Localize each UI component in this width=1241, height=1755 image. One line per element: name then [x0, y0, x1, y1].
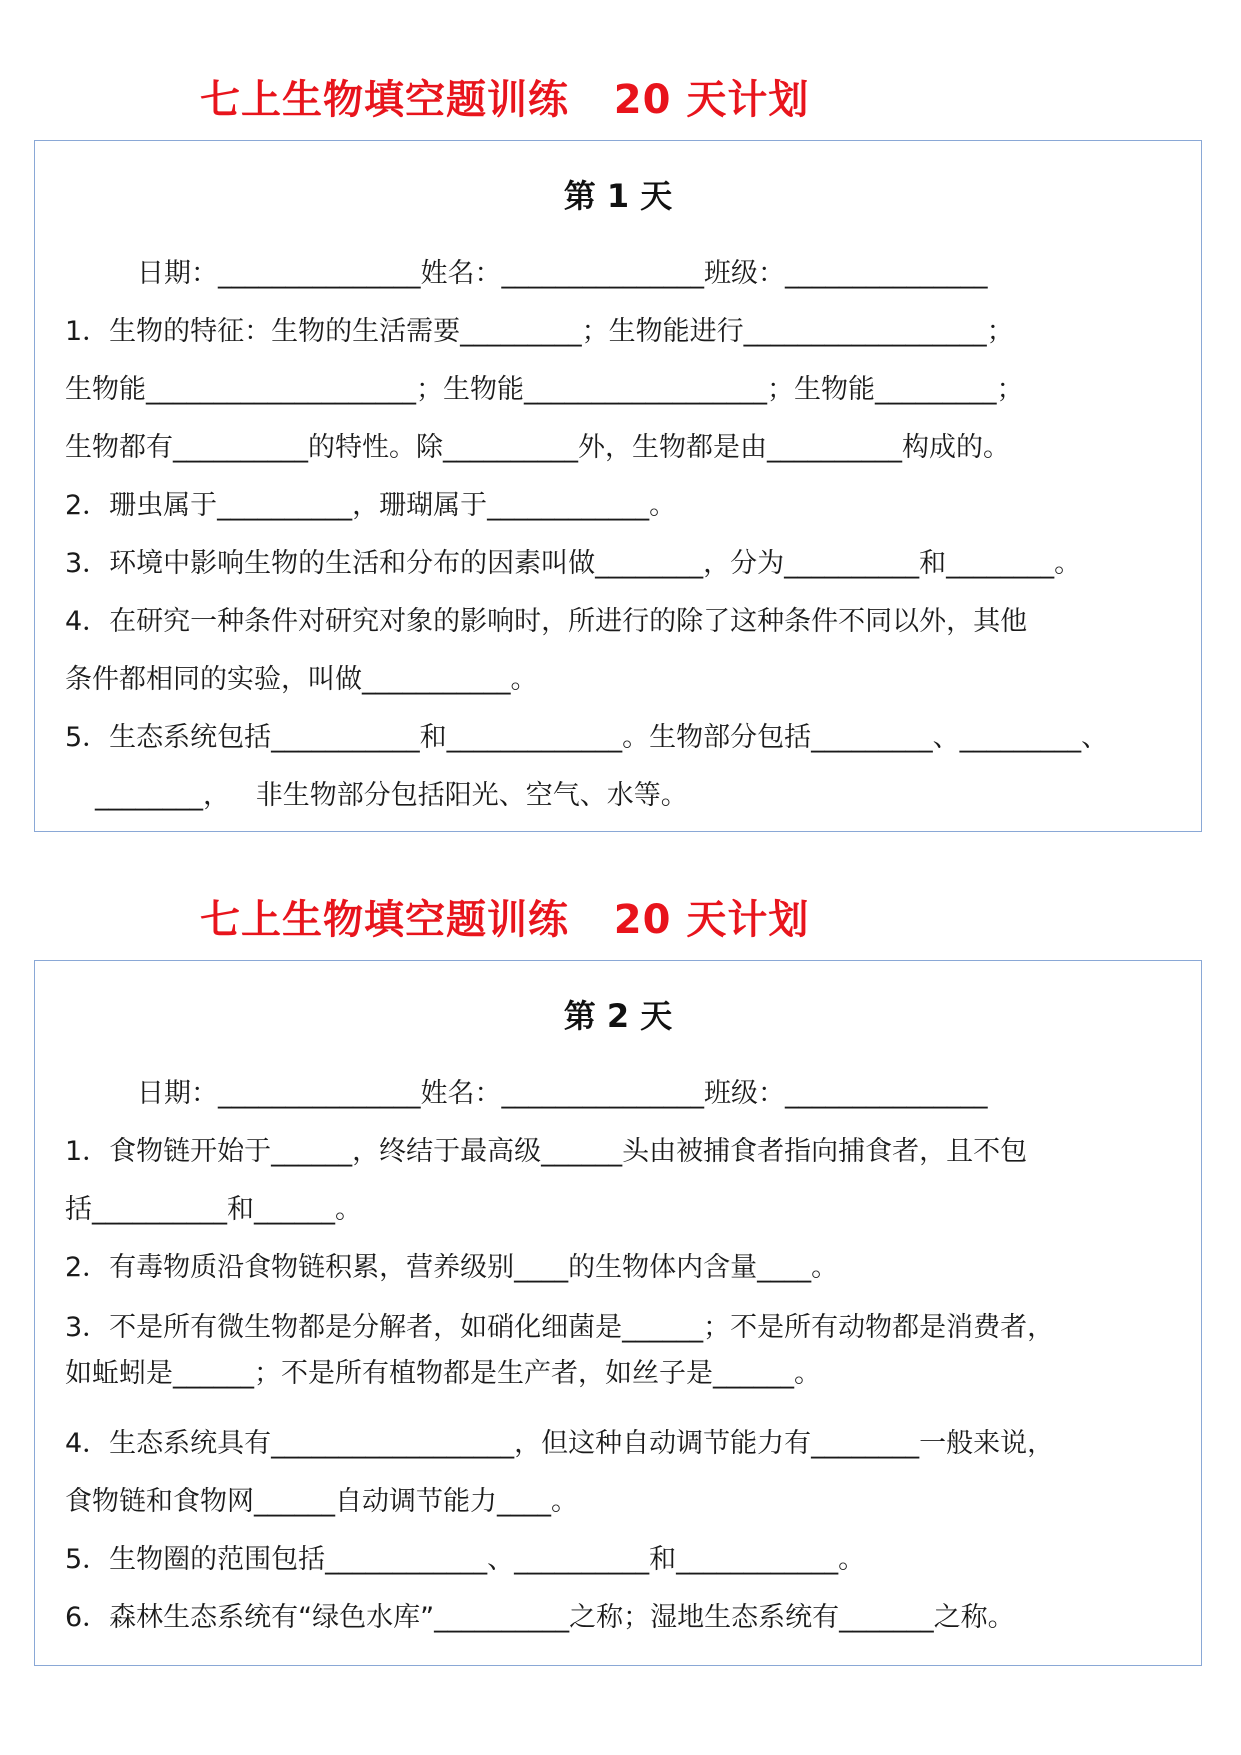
info-line: 日期：_______________姓名：_______________班级：_______________	[137, 258, 988, 289]
question-line: 1．生物的特征：生物的生活需要_________；生物能进行__________________；	[65, 316, 1014, 347]
question-line: 2．有毒物质沿食物链积累，营养级别____的生物体内含量____。	[65, 1252, 839, 1283]
question-line: 5．生物圈的范围包括____________、__________和____________。	[65, 1544, 866, 1575]
worksheet-card-day-2	[34, 960, 1202, 1666]
info-line: 日期：_______________姓名：_______________班级：_______________	[137, 1078, 988, 1109]
question-line: 3．环境中影响生物的生活和分布的因素叫做________，分为__________和________。	[65, 548, 1082, 579]
question-line: 括__________和______。	[65, 1194, 362, 1225]
day-heading: 第 1 天	[563, 177, 673, 215]
question-line: 食物链和食物网______自动调节能力____。	[65, 1486, 578, 1517]
question-line: 条件都相同的实验，叫做___________。	[65, 664, 538, 695]
question-line: 2．珊虫属于__________，珊瑚属于____________。	[65, 490, 677, 521]
question-line: 5．生态系统包括___________和_____________。生物部分包括_________、_________、	[65, 722, 1109, 753]
question-line: 生物都有__________的特性。除__________外，生物都是由__________构成的。	[65, 432, 1010, 463]
day-heading: 第 2 天	[563, 997, 673, 1035]
question-line: ________， 非生物部分包括阳光、空气、水等。	[95, 780, 688, 811]
question-line: 1．食物链开始于______，终结于最高级______头由被捕食者指向捕食者，且不包	[65, 1136, 1028, 1167]
worksheet-card-day-1	[34, 140, 1202, 832]
question-line: 生物能____________________；生物能__________________；生物能_________；	[65, 374, 1024, 405]
question-line: 3．不是所有微生物都是分解者，如硝化细菌是______；不是所有动物都是消费者，	[65, 1312, 1055, 1343]
question-line: 4．在研究一种条件对研究对象的影响时，所进行的除了这种条件不同以外，其他	[65, 606, 1028, 637]
page-title: 七上生物填空题训练 20 天计划	[200, 77, 810, 123]
question-line: 如蚯蚓是______；不是所有植物都是生产者，如丝子是______。	[65, 1358, 821, 1389]
question-line: 4．生态系统具有__________________，但这种自动调节能力有________一般来说，	[65, 1428, 1055, 1459]
question-line: 6．森林生态系统有“绿色水库”__________之称；湿地生态系统有_______之称。	[65, 1602, 1015, 1633]
page-title-repeat: 七上生物填空题训练 20 天计划	[200, 897, 810, 943]
